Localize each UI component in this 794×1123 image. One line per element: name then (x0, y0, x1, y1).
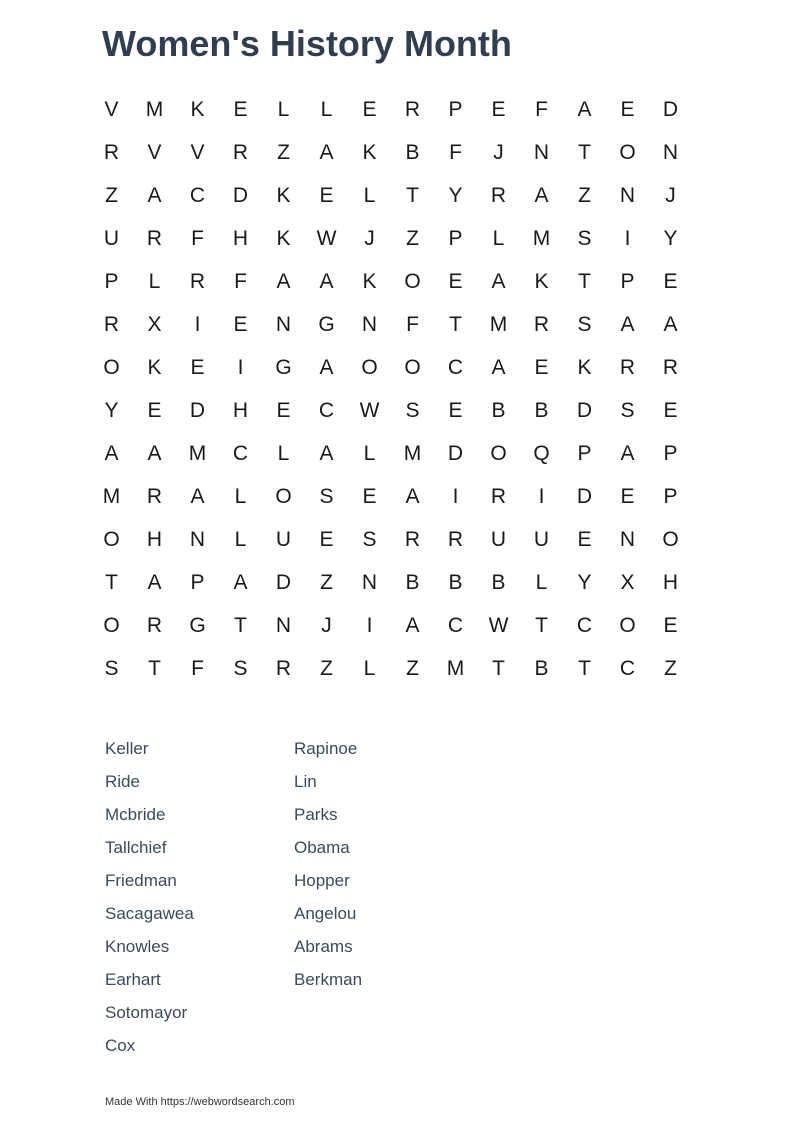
grid-cell: C (619, 657, 636, 680)
grid-cell: S (620, 399, 635, 422)
grid-cell: T (148, 657, 161, 680)
grid-cell: C (189, 184, 206, 207)
grid-cell: O (361, 356, 378, 379)
grid-cell: E (663, 270, 678, 293)
grid-cell: Z (105, 184, 118, 207)
grid-cell: I (624, 227, 631, 250)
word-list-item: Obama (294, 838, 350, 857)
grid-cell: H (146, 528, 163, 551)
grid-cell: R (662, 356, 679, 379)
letter-grid (90, 88, 692, 690)
grid-cell: L (277, 442, 290, 465)
grid-row (90, 88, 692, 131)
grid-cell: U (103, 227, 120, 250)
grid-cell: X (620, 571, 635, 594)
grid-cell: B (491, 571, 506, 594)
grid-row (90, 604, 692, 647)
word-list-item: Keller (105, 739, 149, 758)
grid-cell: N (361, 313, 378, 336)
word-list-item: Angelou (294, 904, 357, 923)
grid-cell: J (364, 227, 375, 250)
grid-cell: T (105, 571, 118, 594)
grid-cell: K (190, 98, 205, 121)
grid-cell: F (535, 98, 548, 121)
grid-cell: A (147, 571, 162, 594)
grid-cell: T (535, 614, 548, 637)
grid-cell: R (447, 528, 464, 551)
grid-cell: R (146, 227, 163, 250)
grid-cell: E (448, 270, 463, 293)
grid-cell: S (577, 227, 592, 250)
grid-row (90, 518, 692, 561)
grid-cell: S (104, 657, 119, 680)
grid-cell: T (578, 657, 591, 680)
grid-cell: K (362, 270, 377, 293)
grid-cell: H (232, 227, 249, 250)
grid-cell: S (362, 528, 377, 551)
grid-cell: E (233, 98, 248, 121)
grid-row (90, 174, 692, 217)
grid-cell: J (665, 184, 676, 207)
grid-cell: A (663, 313, 678, 336)
grid-cell: S (319, 485, 334, 508)
word-list-item: Hopper (294, 871, 350, 890)
grid-cell: O (103, 614, 120, 637)
grid-cell: F (191, 227, 204, 250)
grid-cell: B (448, 571, 463, 594)
grid-cell: A (319, 270, 334, 293)
grid-cell: Y (104, 399, 119, 422)
grid-cell: W (316, 227, 337, 250)
grid-cell: R (103, 141, 120, 164)
grid-cell: A (233, 571, 248, 594)
grid-cell: G (189, 614, 206, 637)
grid-cell: Z (664, 657, 677, 680)
grid-cell: E (147, 399, 162, 422)
grid-cell: O (619, 614, 636, 637)
grid-cell: D (189, 399, 206, 422)
grid-cell: H (232, 399, 249, 422)
grid-cell: O (404, 356, 421, 379)
grid-cell: P (663, 442, 678, 465)
grid-cell: F (449, 141, 462, 164)
word-column-1 (105, 737, 294, 1067)
grid-cell: U (490, 528, 507, 551)
grid-cell: F (234, 270, 247, 293)
grid-cell: Z (320, 657, 333, 680)
grid-cell: T (578, 141, 591, 164)
grid-cell: A (491, 356, 506, 379)
grid-cell: D (576, 399, 593, 422)
grid-cell: R (404, 528, 421, 551)
grid-cell: A (104, 442, 119, 465)
grid-cell: R (404, 98, 421, 121)
grid-cell: R (146, 614, 163, 637)
grid-cell: B (534, 399, 549, 422)
grid-cell: L (363, 657, 376, 680)
grid-cell: A (405, 485, 420, 508)
grid-row (90, 389, 692, 432)
grid-cell: B (405, 571, 420, 594)
grid-cell: N (275, 313, 292, 336)
word-list-item: Parks (294, 805, 338, 824)
word-list-item: Berkman (294, 970, 363, 989)
grid-cell: S (233, 657, 248, 680)
grid-cell: M (145, 98, 164, 121)
grid-row (90, 131, 692, 174)
grid-cell: Z (320, 571, 333, 594)
grid-cell: O (619, 141, 636, 164)
grid-cell: Z (406, 657, 419, 680)
word-list-item: Knowles (105, 937, 170, 956)
grid-cell: R (533, 313, 550, 336)
word-column-2 (294, 737, 483, 1067)
grid-cell: D (662, 98, 679, 121)
grid-cell: Y (663, 227, 678, 250)
grid-cell: M (489, 313, 508, 336)
grid-cell: L (363, 442, 376, 465)
grid-cell: K (534, 270, 549, 293)
grid-cell: R (146, 485, 163, 508)
grid-cell: V (104, 98, 119, 121)
grid-cell: D (275, 571, 292, 594)
grid-cell: D (447, 442, 464, 465)
grid-cell: L (535, 571, 548, 594)
grid-cell: G (275, 356, 292, 379)
grid-cell: Y (577, 571, 592, 594)
grid-cell: A (534, 184, 549, 207)
grid-cell: Z (406, 227, 419, 250)
grid-cell: C (447, 614, 464, 637)
grid-cell: E (577, 528, 592, 551)
grid-cell: T (406, 184, 419, 207)
word-list-item: Ride (105, 772, 140, 791)
grid-cell: E (620, 485, 635, 508)
grid-cell: T (578, 270, 591, 293)
grid-cell: E (534, 356, 549, 379)
grid-cell: K (276, 227, 291, 250)
grid-cell: H (662, 571, 679, 594)
grid-cell: J (321, 614, 332, 637)
grid-cell: K (577, 356, 592, 379)
grid-cell: A (276, 270, 291, 293)
grid-cell: A (147, 442, 162, 465)
grid-cell: O (275, 485, 292, 508)
grid-cell: T (492, 657, 505, 680)
grid-cell: R (232, 141, 249, 164)
grid-cell: I (237, 356, 244, 379)
grid-cell: D (232, 184, 249, 207)
grid-cell: R (189, 270, 206, 293)
grid-cell: T (234, 614, 247, 637)
word-list (105, 737, 483, 1067)
grid-cell: S (405, 399, 420, 422)
grid-cell: V (190, 141, 205, 164)
grid-cell: L (234, 485, 247, 508)
grid-cell: M (532, 227, 551, 250)
grid-cell: E (663, 399, 678, 422)
grid-cell: L (363, 184, 376, 207)
grid-cell: N (619, 184, 636, 207)
footer-credit: Made With https://webwordsearch.com (105, 1096, 295, 1108)
grid-cell: L (492, 227, 505, 250)
grid-cell: E (190, 356, 205, 379)
grid-cell: B (534, 657, 549, 680)
grid-cell: O (103, 356, 120, 379)
grid-cell: M (102, 485, 121, 508)
grid-cell: O (404, 270, 421, 293)
word-list-item: Lin (294, 772, 317, 791)
grid-cell: E (491, 98, 506, 121)
grid-row (90, 346, 692, 389)
grid-cell: E (319, 528, 334, 551)
grid-cell: N (533, 141, 550, 164)
grid-cell: G (318, 313, 335, 336)
grid-cell: K (362, 141, 377, 164)
grid-cell: N (662, 141, 679, 164)
grid-row (90, 217, 692, 260)
grid-cell: R (490, 485, 507, 508)
grid-cell: T (449, 313, 462, 336)
grid-cell: B (405, 141, 420, 164)
grid-cell: J (493, 141, 504, 164)
grid-cell: Q (533, 442, 550, 465)
grid-cell: P (448, 98, 463, 121)
grid-cell: P (577, 442, 592, 465)
grid-cell: E (362, 485, 377, 508)
grid-cell: R (275, 657, 292, 680)
grid-cell: O (490, 442, 507, 465)
grid-cell: A (319, 356, 334, 379)
grid-cell: F (406, 313, 419, 336)
grid-cell: A (620, 442, 635, 465)
grid-cell: R (103, 313, 120, 336)
grid-cell: L (234, 528, 247, 551)
grid-cell: C (576, 614, 593, 637)
grid-cell: U (275, 528, 292, 551)
grid-cell: A (577, 98, 592, 121)
word-list-item: Rapinoe (294, 739, 358, 758)
grid-cell: A (620, 313, 635, 336)
grid-cell: E (620, 98, 635, 121)
grid-cell: I (538, 485, 545, 508)
grid-row (90, 647, 692, 690)
word-list-item: Cox (105, 1036, 136, 1055)
grid-cell: M (188, 442, 207, 465)
grid-cell: E (319, 184, 334, 207)
grid-row (90, 260, 692, 303)
word-list-item: Tallchief (105, 838, 167, 857)
grid-cell: I (194, 313, 201, 336)
word-list-item: Sacagawea (105, 904, 194, 923)
grid-cell: R (490, 184, 507, 207)
grid-cell: L (148, 270, 161, 293)
grid-cell: W (488, 614, 509, 637)
grid-cell: O (103, 528, 120, 551)
grid-cell: F (191, 657, 204, 680)
grid-cell: C (232, 442, 249, 465)
grid-cell: A (319, 141, 334, 164)
grid-cell: M (446, 657, 465, 680)
grid-cell: I (452, 485, 459, 508)
grid-cell: P (190, 571, 205, 594)
grid-cell: A (147, 184, 162, 207)
word-list-item: Friedman (105, 871, 177, 890)
grid-cell: A (190, 485, 205, 508)
grid-cell: D (576, 485, 593, 508)
grid-cell: I (366, 614, 373, 637)
grid-cell: Z (578, 184, 591, 207)
grid-cell: O (662, 528, 679, 551)
grid-row (90, 561, 692, 604)
word-list-item: Abrams (294, 937, 353, 956)
page-title: Women's History Month (102, 23, 512, 64)
grid-cell: E (276, 399, 291, 422)
grid-cell: E (362, 98, 377, 121)
grid-cell: Z (277, 141, 290, 164)
grid-row (90, 432, 692, 475)
grid-cell: A (405, 614, 420, 637)
grid-cell: P (104, 270, 119, 293)
grid-cell: Y (448, 184, 463, 207)
grid-cell: X (147, 313, 162, 336)
grid-cell: C (447, 356, 464, 379)
grid-cell: N (189, 528, 206, 551)
word-list-item: Mcbride (105, 805, 166, 824)
grid-cell: U (533, 528, 550, 551)
grid-cell: V (147, 141, 162, 164)
grid-cell: C (318, 399, 335, 422)
grid-cell: L (277, 98, 290, 121)
word-list-item: Sotomayor (105, 1003, 188, 1022)
grid-cell: A (491, 270, 506, 293)
grid-cell: P (448, 227, 463, 250)
grid-cell: L (320, 98, 333, 121)
grid-cell: S (577, 313, 592, 336)
grid-cell: N (361, 571, 378, 594)
grid-cell: A (319, 442, 334, 465)
grid-cell: E (233, 313, 248, 336)
grid-cell: N (275, 614, 292, 637)
grid-cell: P (663, 485, 678, 508)
grid-cell: K (276, 184, 291, 207)
grid-row (90, 303, 692, 346)
grid-cell: K (147, 356, 162, 379)
grid-cell: N (619, 528, 636, 551)
grid-cell: M (403, 442, 422, 465)
word-list-item: Earhart (105, 970, 161, 989)
grid-cell: E (448, 399, 463, 422)
grid-cell: E (663, 614, 678, 637)
grid-cell: P (620, 270, 635, 293)
grid-cell: B (491, 399, 506, 422)
grid-cell: R (619, 356, 636, 379)
grid-cell: W (359, 399, 380, 422)
grid-row (90, 475, 692, 518)
